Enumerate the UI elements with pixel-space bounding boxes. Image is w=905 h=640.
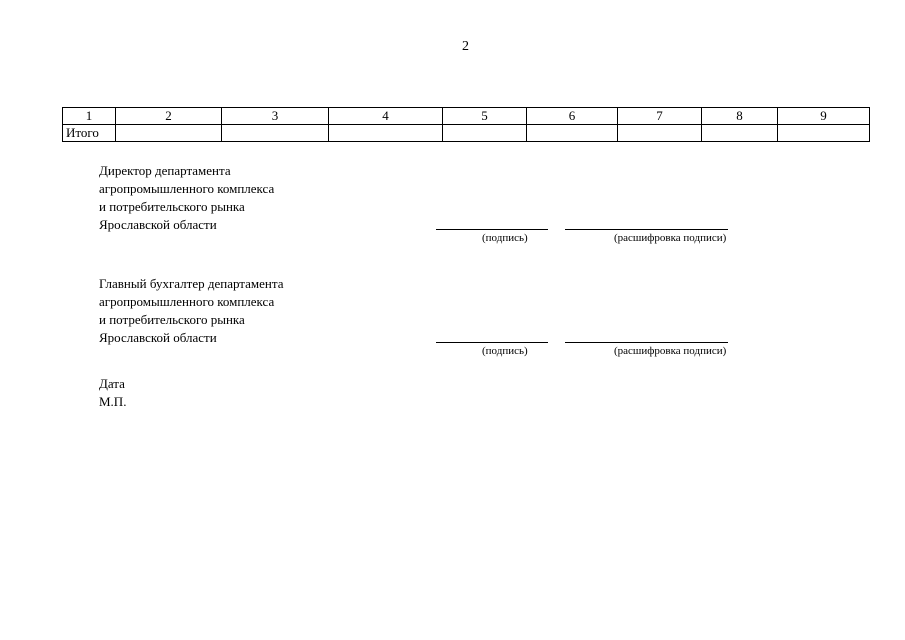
accountant-decoding-line <box>565 342 728 343</box>
accountant-signature-caption: (подпись) <box>482 345 528 357</box>
accountant-title-line: Главный бухгалтер департамента <box>99 276 284 291</box>
accountant-title-line: и потребительского рынка <box>99 312 245 327</box>
column-header: 2 <box>116 108 222 125</box>
table-cell <box>329 125 443 142</box>
director-title-line: Ярославской области <box>99 217 217 232</box>
director-decoding-line <box>565 229 728 230</box>
accountant-decoding-caption: (расшифровка подписи) <box>614 345 727 357</box>
table-header-row <box>63 108 870 125</box>
column-header: 7 <box>618 108 702 125</box>
accountant-title-block <box>99 275 283 347</box>
director-signature-caption: (подпись) <box>482 232 528 244</box>
column-header: 5 <box>443 108 527 125</box>
accountant-title-line: Ярославской области <box>99 330 217 345</box>
director-signature-line <box>436 229 548 230</box>
table-cell <box>702 125 778 142</box>
stamp-label: М.П. <box>99 394 127 409</box>
date-label: Дата <box>99 376 125 391</box>
column-header: 3 <box>222 108 329 125</box>
director-title-block <box>99 162 274 234</box>
table-cell <box>222 125 329 142</box>
column-header: 1 <box>63 108 116 125</box>
accountant-title-line: агропромышленного комплекса <box>99 294 275 309</box>
page-number: 2 <box>462 39 469 54</box>
table-cell <box>116 125 222 142</box>
column-header: 8 <box>702 108 778 125</box>
column-header: 9 <box>778 108 870 125</box>
column-header: 6 <box>527 108 618 125</box>
column-header: 4 <box>329 108 443 125</box>
director-title-line: и потребительского рынка <box>99 199 245 214</box>
table-cell <box>527 125 618 142</box>
director-decoding-caption: (расшифровка подписи) <box>614 232 727 244</box>
total-label: Итого <box>63 125 116 142</box>
accountant-signature-line <box>436 342 548 343</box>
table-total-row <box>63 125 870 142</box>
director-title-line: агропромышленного комплекса <box>99 181 275 196</box>
table-cell <box>618 125 702 142</box>
director-title-line: Директор департамента <box>99 163 231 178</box>
table-cell <box>443 125 527 142</box>
summary-table <box>62 107 870 142</box>
table-cell <box>778 125 870 142</box>
